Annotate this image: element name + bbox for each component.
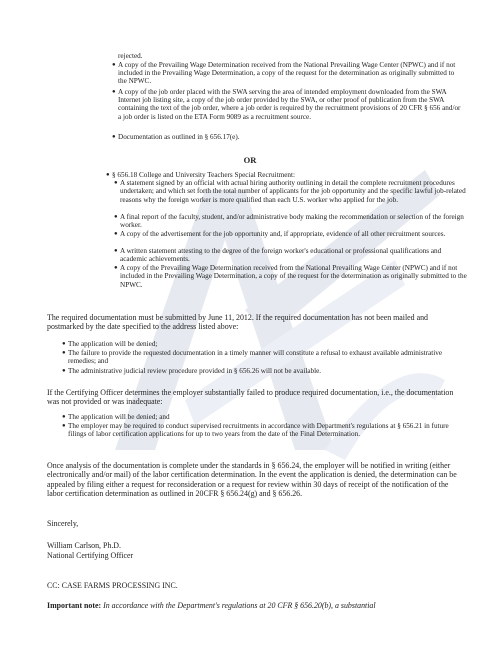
deadline-list — [62, 340, 468, 375]
list-item — [62, 367, 468, 375]
list-item-text: A copy of the job order placed with the SWA serving the area of intended employment downloaded from the SWA Internet job listing site, a copy of the job order provided by the SWA, or other proof of publication from the SWA containing the text of the job order, where a job order is required by the recruitment provisions of 20 CFR § 656 and/or a job order is listed on the ETA Form 9089 as a recruitment source. — [118, 88, 461, 121]
list-item — [114, 247, 467, 264]
failure-list — [62, 413, 468, 439]
bullet-icon: ● — [114, 180, 118, 187]
important-note-text: In accordance with the Department's regulations at 20 CFR § 656.20(b), a substantial — [103, 601, 376, 610]
list-item-text: A statement signed by an official with actual hiring authority outlining in detail the complete recruitment procedures undertaken; and which set forth the total number of applicants for the job opportunity and the specific lawful job-related reasons why the foreign worker is more qualified than each U.S. worker who applied for the job. — [120, 179, 466, 204]
list-item-text: The application will be denied; and — [68, 413, 170, 421]
list-item — [114, 179, 467, 213]
bullet-icon: ● — [62, 341, 66, 347]
bullet-icon: ● — [62, 350, 66, 356]
list-item-text: The employer may be required to conduct supervised recruitments in accordance with Department's regulations at § 656.21 in future filings of labor certification applications for up to two years from the date of the Final Determination. — [68, 422, 449, 439]
list-item — [114, 230, 467, 247]
list-item-text: Documentation as outlined in § 656.17(e). — [118, 133, 240, 141]
college-heading: § 656.18 College and University Teachers Special Recruitment: — [112, 171, 295, 179]
list-item — [112, 133, 463, 141]
list-item — [62, 340, 468, 349]
list-item — [62, 413, 468, 422]
bullet-icon: ● — [112, 62, 116, 68]
list-item-text: A copy of the advertisement for the job opportunity and, if appropriate, evidence of all other recruitment sources. — [120, 230, 446, 239]
cc-line: CC: CASE FARMS PROCESSING INC. — [47, 581, 178, 590]
deadline-paragraph: The required documentation must be submitted by June 11, 2012. If the required documentation has not been mailed and postmarked by the date specified to the address listed above: — [47, 313, 428, 332]
college-heading-row — [106, 171, 467, 179]
list-item — [114, 264, 467, 289]
signer-title: National Certifying Officer — [47, 551, 134, 560]
bullet-icon: ● — [112, 134, 116, 140]
failure-paragraph: If the Certifying Officer determines the employer substantially failed to produce required documentation, i.e., the documentation was not provided or was inadequate: — [47, 388, 454, 407]
bullet-icon: ● — [62, 423, 66, 429]
list-item — [112, 88, 463, 133]
important-note-label: Important note: — [47, 601, 102, 610]
top-list-continuation: rejected. — [118, 52, 143, 60]
list-item-text: A copy of the Prevailing Wage Determination received from the National Prevailing Wage Center (NPWC) and if not included in the Prevailing Wage Determination, a copy of the request for the determination as originally submitted to the NPWC. — [120, 264, 467, 289]
bullet-icon: ● — [114, 265, 118, 272]
bullet-icon: ● — [114, 231, 118, 238]
bullet-icon: ● — [62, 368, 66, 374]
list-item-text: The administrative judicial review procedure provided in § 656.26 will not be available. — [68, 367, 322, 375]
bullet-icon: ● — [112, 89, 116, 95]
list-item-text: The application will be denied; — [68, 340, 158, 348]
list-item — [112, 61, 463, 88]
important-note — [47, 601, 477, 610]
bullet-icon: ● — [62, 414, 66, 420]
list-item-text: The failure to provide the requested documentation in a timely manner will constitute a refusal to exhaust available administrative remedies; and — [68, 349, 443, 366]
list-item — [62, 349, 468, 367]
bullet-icon: ● — [106, 172, 110, 178]
college-list — [114, 179, 467, 289]
list-item — [62, 422, 468, 439]
closing-salutation: Sincerely, — [47, 519, 79, 528]
college-section — [106, 171, 467, 289]
signer-name: William Carlson, Ph.D. — [47, 541, 121, 550]
analysis-paragraph: Once analysis of the documentation is complete under the standards in § 656.24, the employer will be notified in writing (either electronically and/or mail) of the labor certification determination. In the event the application is denied, the determination can be appealed by filing either a request for reconsideration or a request for review within 30 days of receipt of the notification of the labor certification determination as outlined in 20CFR § 656.24(g) and § 656.26. — [47, 461, 457, 498]
bullet-icon: ● — [114, 248, 118, 255]
list-item — [114, 213, 467, 230]
bullet-icon: ● — [114, 214, 118, 221]
list-item-text: A written statement attesting to the degree of the foreign worker's educational or professional qualifications and academic achievements. — [120, 247, 442, 264]
list-item-text: A final report of the faculty, student, and/or administrative body making the recommendation or selection of the foreign worker. — [120, 213, 464, 230]
or-separator: OR — [243, 155, 257, 165]
list-item-text: A copy of the Prevailing Wage Determination received from the National Prevailing Wage Center (NPWC) and if not included in the Prevailing Wage Determination, a copy of the request for the determination as originally submitted to the NPWC. — [118, 61, 456, 86]
top-list — [112, 61, 463, 141]
